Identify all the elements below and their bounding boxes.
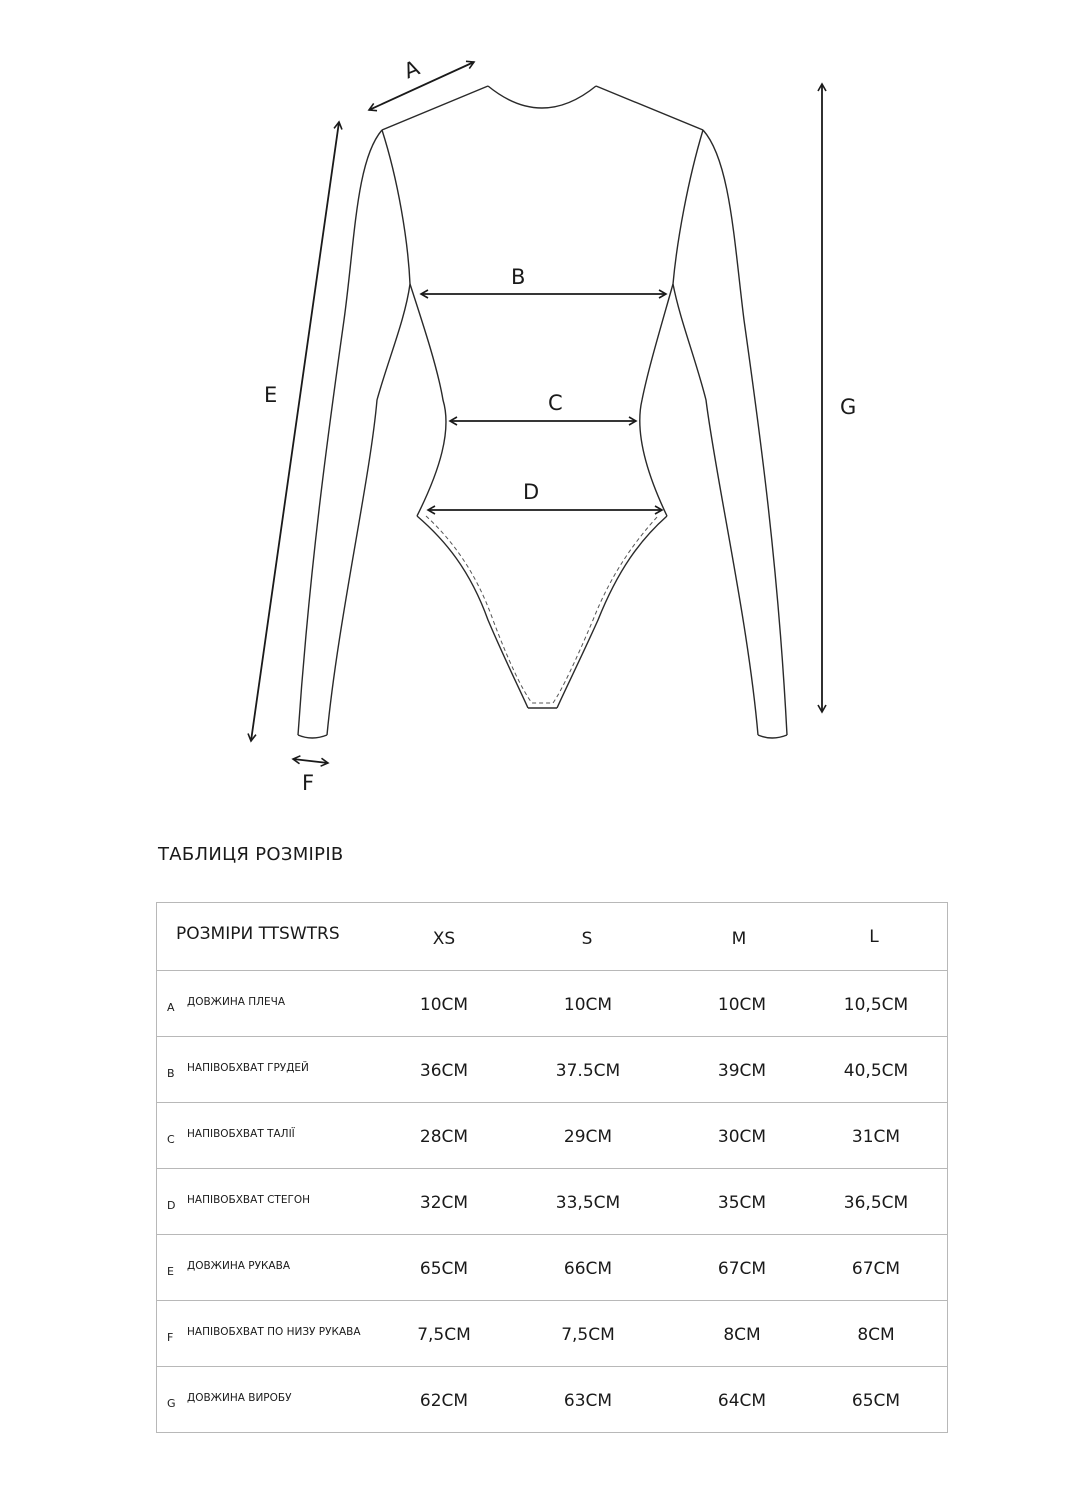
table-header-row — [157, 903, 947, 971]
measurement-name: ДОВЖИНА ВИРОБУ — [187, 1392, 292, 1404]
arrow-f — [293, 759, 328, 763]
size-value-cell: 67CM — [717, 1259, 767, 1279]
size-value-cell: 33,5CM — [555, 1193, 621, 1213]
label-a: A — [400, 55, 423, 84]
size-value-cell: 28CM — [419, 1127, 469, 1147]
arrow-e — [251, 122, 339, 741]
size-value-cell: 39CM — [717, 1061, 767, 1081]
size-value-cell: 8CM — [857, 1325, 895, 1345]
measurement-labels — [264, 56, 856, 795]
size-value-cell: 32CM — [419, 1193, 469, 1213]
size-header: M — [731, 929, 747, 949]
measurement-name: НАПІВОБХВАТ СТЕГОН — [187, 1194, 311, 1206]
size-value-cell: 30CM — [717, 1127, 767, 1147]
size-value-cell: 65CM — [419, 1259, 469, 1279]
size-value-cell: 40,5CM — [843, 1061, 909, 1081]
table-row — [157, 971, 947, 1037]
table-row — [157, 1037, 947, 1103]
size-value-cell: 31CM — [851, 1127, 901, 1147]
table-row — [157, 1367, 947, 1432]
measurement-name: НАПІВОБХВАТ ГРУДЕЙ — [187, 1062, 309, 1074]
size-value-cell: 7,5CM — [417, 1325, 471, 1345]
size-value-cell: 64CM — [717, 1391, 767, 1411]
measurement-letter: F — [167, 1331, 174, 1344]
size-value-cell: 7,5CM — [561, 1325, 615, 1345]
table-row — [157, 1235, 947, 1301]
size-header: S — [581, 929, 593, 949]
measurement-name: ДОВЖИНА ПЛЕЧА — [187, 996, 286, 1008]
label-f: F — [302, 771, 315, 795]
size-value-cell: 35CM — [717, 1193, 767, 1213]
size-value-cell: 62CM — [419, 1391, 469, 1411]
measurement-letter: A — [167, 1001, 175, 1014]
label-g: G — [840, 395, 857, 419]
size-value-cell: 66CM — [563, 1259, 613, 1279]
table-row — [157, 1103, 947, 1169]
size-value-cell: 10,5CM — [843, 995, 909, 1015]
measurement-name: ДОВЖИНА РУКАВА — [187, 1260, 291, 1272]
arrow-a — [369, 62, 474, 110]
size-table-title: ТАБЛИЦЯ РОЗМІРІВ — [158, 844, 344, 865]
size-value-cell: 36CM — [419, 1061, 469, 1081]
size-value-cell: 65CM — [851, 1391, 901, 1411]
measurement-letter: D — [167, 1199, 176, 1212]
size-value-cell: 8CM — [723, 1325, 761, 1345]
measurement-name: НАПІВОБХВАТ ТАЛІЇ — [187, 1128, 295, 1140]
measurement-letter: E — [167, 1265, 174, 1278]
measurement-letter: B — [167, 1067, 175, 1080]
size-value-cell: 36,5CM — [843, 1193, 909, 1213]
size-header: L — [869, 927, 879, 947]
measurement-letter: G — [167, 1397, 176, 1410]
label-c: C — [548, 391, 563, 415]
size-table — [156, 902, 948, 1433]
label-b: B — [511, 265, 526, 289]
size-value-cell: 10CM — [563, 995, 613, 1015]
measurement-letter: C — [167, 1133, 175, 1146]
size-header: XS — [432, 929, 456, 949]
bodysuit-outline — [298, 86, 787, 738]
size-value-cell: 63CM — [563, 1391, 613, 1411]
leg-opening-stitching — [426, 516, 658, 703]
table-row — [157, 1169, 947, 1235]
size-value-cell: 29CM — [563, 1127, 613, 1147]
size-value-cell: 10CM — [419, 995, 469, 1015]
table-row — [157, 1301, 947, 1367]
size-value-cell: 10CM — [717, 995, 767, 1015]
size-value-cell: 37.5CM — [555, 1061, 621, 1081]
measurement-name: НАПІВОБХВАТ ПО НИЗУ РУКАВА — [187, 1326, 361, 1338]
size-value-cell: 67CM — [851, 1259, 901, 1279]
header-label: РОЗМІРИ TTSWTRS — [176, 924, 340, 944]
label-d: D — [523, 480, 540, 504]
label-e: E — [264, 383, 278, 407]
